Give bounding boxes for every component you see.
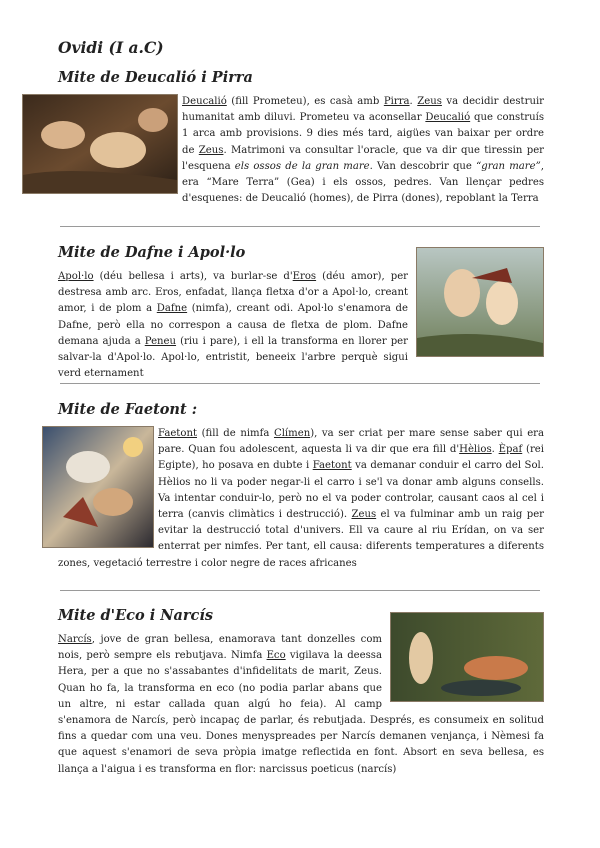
text-run: (rei Egipte), ho posava en dubte i [158, 444, 544, 472]
text-run: (fill Prometeu), es casà amb [226, 96, 384, 107]
underlined-term: Deucalió [182, 96, 227, 107]
underlined-term: Eros [292, 271, 317, 282]
italic-phrase: els ossos de la gran mare [234, 160, 370, 172]
underlined-term: Èpaf [498, 444, 523, 456]
underlined-term: Zeus [417, 96, 442, 107]
text-run: ), va ser criat per mare sense saber qui era pare. Quan fou adolescent, aquesta li va dir que era fill d' [158, 428, 545, 456]
divider [60, 226, 540, 227]
text-run: . Van descobrir que [369, 160, 477, 172]
text-run: (déu bellesa i arts), va burlar-se d' [93, 271, 293, 282]
painting-fall-of-phaeton [42, 426, 154, 548]
text-run: . [491, 444, 499, 456]
divider [60, 590, 540, 591]
painting-echo-narcissus [390, 612, 544, 702]
underlined-term: Faetont [158, 428, 197, 439]
underlined-term: Eco [266, 650, 286, 662]
text-run: , era “Mare Terra” (Gea) i els ossos, pedres. Van llençar pedres d'esquenes: de Deucalió (homes), de Pirra (dones), repoblant la Terra [182, 160, 544, 205]
section-title: Mite d'Eco i Narcís [58, 607, 214, 624]
underlined-term: Apol·lo [58, 271, 94, 282]
text-run: , jove de gran bellesa, enamorava tant donzelles com nois, però sempre els rebutjava. Nimfa [58, 634, 382, 662]
text-run: vigilava la deessa Hera, per a que no s'assabantes d'infidelitats de marit, Zeus. Quan ho fa, la transforma en eco (no podia parlar abans que un altre, ni estar callada quan algú ho feia). Al camp s'enamora de Narcís, però incapaç de parlar, és rebutjada. Després, es consumeix en solitud fins a quedar com una veu. Dones menyspreades per Narcís demanen venjança, i Nèmesi fa que aquest s'enamori de seva pròpia imatge reflectida en font. Absort en seva bellesa, es llança a l'aigua i es transforma en flor: narcissus poeticus (narcís) [58, 650, 544, 775]
text-run: . Matrimoni va consultar l'oracle, que va dir que tiressin per l'esquena [182, 144, 544, 172]
divider [60, 383, 540, 384]
italic-phrase: “gran mare” [476, 160, 541, 172]
underlined-term: Clímen [273, 428, 311, 439]
text-run: (déu amor), per destresa amb arc. Eros, enfadat, llança fletxa d'or a Apol·lo, creant amor, i de plom a [58, 271, 408, 315]
underlined-term: Deucalió [425, 112, 471, 124]
section-deucalio-pirra [58, 68, 544, 207]
section-eco-narcis [58, 606, 544, 778]
painting-deucalion-pyrrha [22, 94, 178, 194]
underlined-term: Pirra [383, 96, 410, 107]
section-title: Mite de Faetont : [58, 401, 198, 418]
text-run: (nimfa), creant odi. Apol·lo s'enamora de Dafne, però ella no correspon a causa de fletxa de plom. Dafne demana ajuda a [58, 303, 408, 347]
section-title: Mite de Dafne i Apol·lo [58, 244, 246, 261]
underlined-term: Hèlios [459, 444, 492, 456]
text-run: va demanar conduir el carro del Sol. Hèlios no li va poder negar-li el carro i se'l va donar amb alguns consells. Va intentar conduir-lo, però no el va poder controlar, causant caos al cel i terra (canvis climàtics i destrucció). [158, 460, 544, 521]
underlined-term: Dafne [156, 303, 188, 315]
text-run: (riu i pare), i ell la transforma en llorer per salvar-la d'Apol·lo. Apol·lo, entristit, beneeix l'arbre perquè sigui verd eternament [58, 335, 408, 380]
painting-apollo-daphne [416, 247, 544, 357]
page-title: Ovidi (I a.C) [58, 38, 164, 57]
text-run: que construís 1 arca amb provisions. 9 dies més tard, aigües van baixar per ordre de [182, 112, 544, 156]
underlined-term: Zeus [198, 144, 224, 156]
text-run: (fill de nimfa [197, 428, 274, 439]
underlined-term: Zeus [351, 509, 377, 521]
section-faetont [58, 400, 544, 572]
section-dafne-apollo [58, 243, 544, 382]
text-run: . [409, 96, 418, 107]
text-run: va decidir destruir humanitat amb diluvi. Prometeu va aconsellar [182, 96, 544, 124]
section-title: Mite de Deucalió i Pirra [58, 69, 253, 86]
text-run: el va fulminar amb un raig per evitar la destrucció total d'univers. Ell va caure al riu Erídan, on va ser enterrat per nimfes. Per tant, ell causa: diferents temperatures a diferents zones, vegetació terrestre i color negre de races africanes [58, 509, 544, 569]
underlined-term: Faetont [312, 460, 352, 472]
underlined-term: Narcís [58, 634, 92, 645]
underlined-term: Peneu [144, 335, 177, 347]
